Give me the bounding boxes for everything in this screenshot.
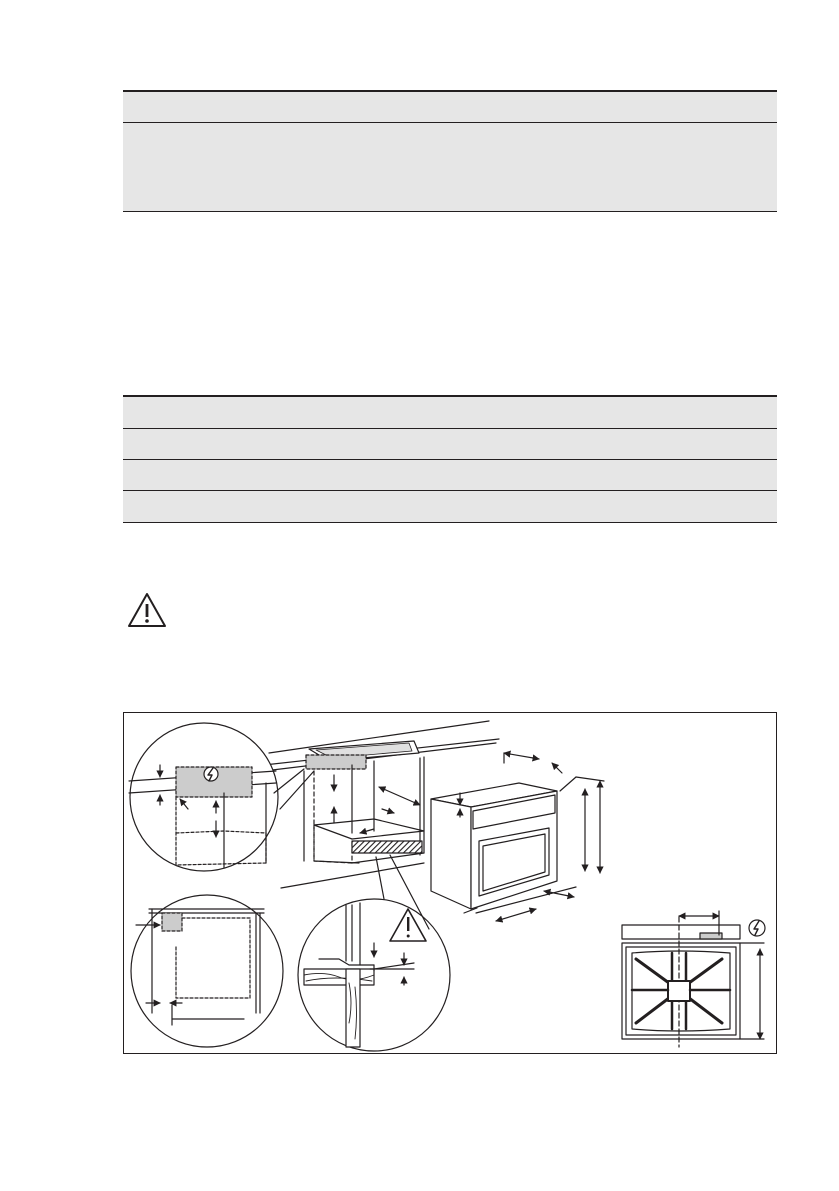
detail-circle-bottom-left — [131, 895, 283, 1047]
worktop — [264, 721, 499, 771]
detail-circle-top — [129, 723, 314, 871]
table-row — [123, 491, 777, 522]
table-row — [123, 429, 777, 459]
table-2 — [123, 395, 777, 523]
installation-figure — [123, 712, 777, 1054]
oven-top-view — [622, 911, 764, 1047]
kitchen-cabinet — [281, 757, 424, 888]
cabinet-dimension-arrows — [334, 775, 420, 833]
detail-circle-bottom-mid — [298, 855, 450, 1051]
table-1-header-row — [123, 92, 777, 122]
table-1-bottom-rule — [123, 211, 777, 212]
table-row — [123, 123, 777, 211]
table-2-bottom-rule — [123, 522, 777, 523]
warning-triangle-icon — [127, 592, 167, 628]
table-2-header-row — [123, 397, 777, 428]
electric-lightning-icon — [749, 920, 765, 936]
oven — [431, 783, 557, 913]
table-1 — [123, 90, 777, 212]
table-row — [123, 460, 777, 490]
electric-lightning-icon — [204, 767, 218, 781]
